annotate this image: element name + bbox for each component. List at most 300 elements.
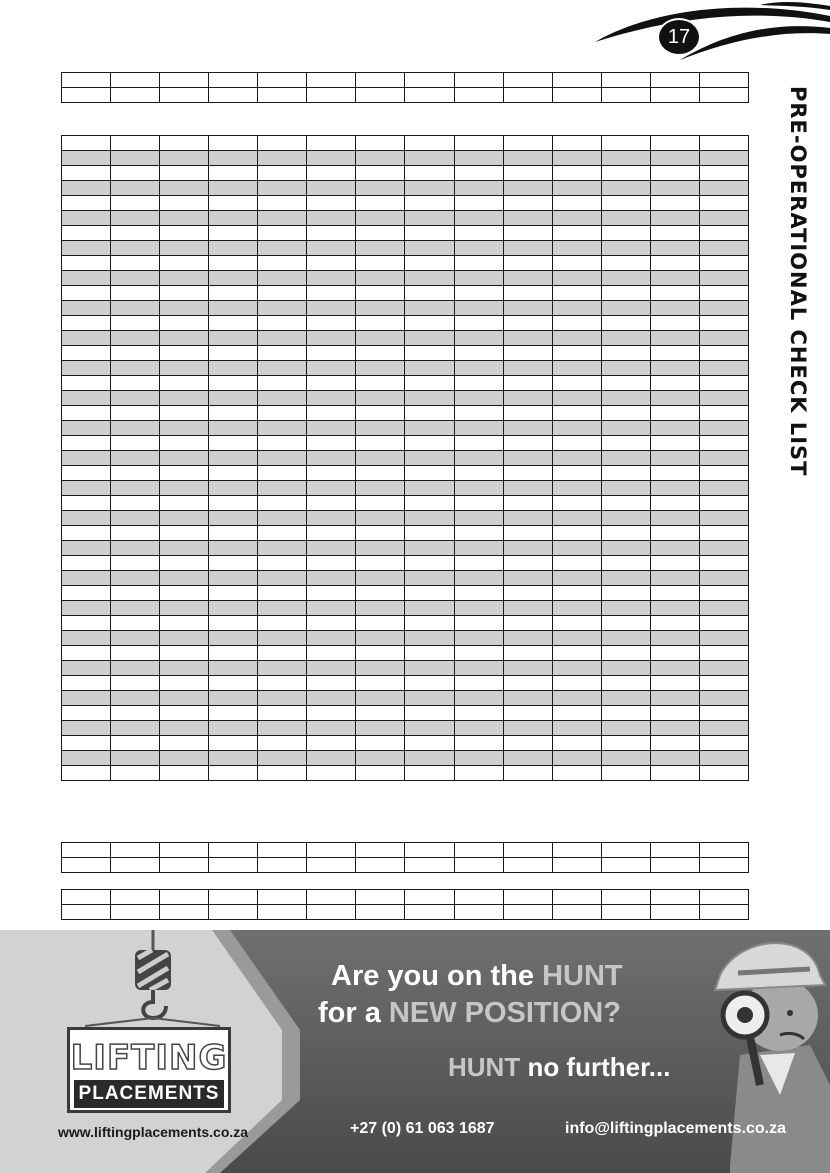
table-cell	[552, 661, 601, 676]
table-cell	[650, 843, 699, 858]
table-cell	[650, 736, 699, 751]
table-cell	[405, 256, 454, 271]
table-cell	[405, 361, 454, 376]
ad-headline-line1	[331, 960, 671, 993]
table-cell	[405, 858, 454, 873]
table-cell	[258, 88, 307, 103]
table-cell	[258, 676, 307, 691]
table-cell	[454, 571, 503, 586]
table-cell	[307, 601, 356, 616]
table-cell	[552, 541, 601, 556]
table-cell	[503, 511, 552, 526]
table-cell	[405, 151, 454, 166]
table-cell	[258, 616, 307, 631]
table-cell	[650, 166, 699, 181]
table-cell	[258, 721, 307, 736]
table-cell	[405, 436, 454, 451]
table-cell	[601, 196, 650, 211]
table-cell	[356, 286, 405, 301]
table-cell	[405, 661, 454, 676]
table-cell	[62, 481, 111, 496]
table-cell	[454, 166, 503, 181]
table-cell	[503, 316, 552, 331]
table-cell	[552, 421, 601, 436]
table-cell	[454, 436, 503, 451]
table-cell	[650, 616, 699, 631]
table-cell	[160, 616, 209, 631]
table-cell	[454, 706, 503, 721]
table-cell	[552, 196, 601, 211]
table-cell	[209, 451, 258, 466]
table-cell	[405, 166, 454, 181]
table-cell	[111, 211, 160, 226]
table-cell	[405, 706, 454, 721]
table-cell	[601, 481, 650, 496]
table-cell	[552, 858, 601, 873]
table-cell	[552, 436, 601, 451]
table-cell	[111, 721, 160, 736]
table-cell	[160, 241, 209, 256]
table-cell	[356, 391, 405, 406]
table-cell	[699, 376, 748, 391]
table-cell	[454, 361, 503, 376]
checklist-footer-table-2	[61, 889, 749, 920]
table-cell	[111, 88, 160, 103]
table-cell	[160, 346, 209, 361]
table-cell	[307, 436, 356, 451]
table-cell	[503, 451, 552, 466]
table-cell	[307, 316, 356, 331]
table-cell	[552, 706, 601, 721]
table-cell	[258, 151, 307, 166]
table-cell	[356, 376, 405, 391]
table-cell	[209, 331, 258, 346]
table-cell	[356, 88, 405, 103]
table-cell	[601, 858, 650, 873]
table-cell	[62, 241, 111, 256]
table-cell	[650, 766, 699, 781]
table-cell	[552, 376, 601, 391]
table-cell	[552, 451, 601, 466]
table-cell	[699, 511, 748, 526]
table-cell	[405, 736, 454, 751]
table-cell	[111, 481, 160, 496]
table-row	[62, 890, 749, 905]
table-cell	[111, 496, 160, 511]
table-cell	[356, 556, 405, 571]
table-cell	[258, 601, 307, 616]
table-cell	[62, 890, 111, 905]
table-cell	[209, 256, 258, 271]
table-cell	[160, 526, 209, 541]
table-cell	[160, 601, 209, 616]
table-cell	[209, 211, 258, 226]
ad-headline-line1-text: Are you on the	[331, 960, 543, 992]
table-cell	[405, 751, 454, 766]
table-cell	[552, 721, 601, 736]
table-cell	[62, 511, 111, 526]
table-cell	[160, 541, 209, 556]
table-cell	[405, 526, 454, 541]
logo-line1: LIFTING	[70, 1038, 228, 1078]
table-cell	[650, 905, 699, 920]
ad-headline-line1-highlight: HUNT	[542, 960, 623, 992]
table-cell	[160, 496, 209, 511]
phone-number[interactable]: +27 (0) 61 063 1687	[350, 1120, 495, 1137]
table-cell	[160, 286, 209, 301]
table-cell	[356, 136, 405, 151]
table-cell	[209, 196, 258, 211]
table-cell	[503, 691, 552, 706]
table-cell	[356, 706, 405, 721]
table-cell	[62, 88, 111, 103]
table-cell	[62, 616, 111, 631]
ad-tagline-text: no further...	[520, 1052, 671, 1082]
table-cell	[111, 706, 160, 721]
table-cell	[503, 271, 552, 286]
table-cell	[601, 676, 650, 691]
table-cell	[405, 286, 454, 301]
website-link[interactable]: www.liftingplacements.co.za	[58, 1124, 249, 1140]
table-cell	[601, 843, 650, 858]
table-cell	[405, 843, 454, 858]
table-cell	[160, 736, 209, 751]
table-row	[62, 556, 749, 571]
table-cell	[454, 466, 503, 481]
table-cell	[552, 676, 601, 691]
table-cell	[209, 301, 258, 316]
table-cell	[650, 706, 699, 721]
table-cell	[160, 301, 209, 316]
table-cell	[503, 136, 552, 151]
table-cell	[258, 511, 307, 526]
table-cell	[160, 481, 209, 496]
table-cell	[111, 556, 160, 571]
table-cell	[503, 721, 552, 736]
table-cell	[307, 301, 356, 316]
table-cell	[503, 556, 552, 571]
table-cell	[160, 271, 209, 286]
table-cell	[307, 556, 356, 571]
table-row	[62, 451, 749, 466]
table-cell	[209, 241, 258, 256]
table-cell	[405, 316, 454, 331]
table-row	[62, 736, 749, 751]
table-cell	[307, 890, 356, 905]
table-cell	[405, 73, 454, 88]
table-cell	[405, 211, 454, 226]
table-cell	[503, 661, 552, 676]
table-cell	[307, 406, 356, 421]
table-cell	[405, 481, 454, 496]
table-cell	[209, 843, 258, 858]
table-cell	[111, 646, 160, 661]
table-cell	[405, 391, 454, 406]
table-cell	[62, 256, 111, 271]
table-cell	[601, 406, 650, 421]
table-cell	[503, 361, 552, 376]
table-cell	[503, 256, 552, 271]
table-cell	[209, 706, 258, 721]
table-cell	[111, 286, 160, 301]
table-cell	[209, 421, 258, 436]
table-cell	[209, 676, 258, 691]
table-cell	[454, 376, 503, 391]
table-cell	[454, 211, 503, 226]
table-cell	[601, 241, 650, 256]
ad-headline-line2	[318, 997, 658, 1030]
table-cell	[601, 766, 650, 781]
table-cell	[160, 421, 209, 436]
table-cell	[160, 646, 209, 661]
table-cell	[307, 661, 356, 676]
table-cell	[160, 436, 209, 451]
table-cell	[650, 481, 699, 496]
table-cell	[601, 271, 650, 286]
table-cell	[356, 661, 405, 676]
table-row	[62, 905, 749, 920]
table-cell	[62, 691, 111, 706]
table-cell	[699, 541, 748, 556]
table-row	[62, 316, 749, 331]
table-row	[62, 586, 749, 601]
table-cell	[601, 736, 650, 751]
table-cell	[405, 451, 454, 466]
table-cell	[111, 256, 160, 271]
table-cell	[258, 691, 307, 706]
table-cell	[552, 466, 601, 481]
table-cell	[503, 766, 552, 781]
table-cell	[503, 196, 552, 211]
table-cell	[405, 511, 454, 526]
table-cell	[601, 526, 650, 541]
table-cell	[356, 541, 405, 556]
table-cell	[552, 556, 601, 571]
table-cell	[405, 271, 454, 286]
table-cell	[160, 451, 209, 466]
table-row	[62, 151, 749, 166]
table-cell	[160, 691, 209, 706]
table-cell	[356, 181, 405, 196]
table-cell	[209, 556, 258, 571]
table-cell	[552, 346, 601, 361]
table-cell	[552, 481, 601, 496]
table-cell	[111, 526, 160, 541]
table-cell	[62, 331, 111, 346]
table-row	[62, 136, 749, 151]
table-cell	[62, 646, 111, 661]
table-row	[62, 436, 749, 451]
table-cell	[62, 858, 111, 873]
table-cell	[111, 391, 160, 406]
table-cell	[601, 436, 650, 451]
table-cell	[405, 406, 454, 421]
table-cell	[454, 73, 503, 88]
table-cell	[111, 406, 160, 421]
table-cell	[405, 196, 454, 211]
table-row	[62, 301, 749, 316]
table-cell	[356, 211, 405, 226]
table-cell	[356, 843, 405, 858]
table-cell	[160, 73, 209, 88]
table-row	[62, 511, 749, 526]
table-cell	[62, 136, 111, 151]
table-cell	[258, 706, 307, 721]
table-cell	[699, 766, 748, 781]
table-cell	[650, 890, 699, 905]
table-cell	[356, 166, 405, 181]
table-cell	[209, 151, 258, 166]
table-cell	[209, 226, 258, 241]
table-cell	[209, 73, 258, 88]
table-cell	[160, 406, 209, 421]
table-cell	[552, 646, 601, 661]
table-cell	[62, 843, 111, 858]
table-cell	[209, 406, 258, 421]
table-cell	[503, 586, 552, 601]
table-cell	[160, 361, 209, 376]
table-row	[62, 286, 749, 301]
table-cell	[405, 631, 454, 646]
table-cell	[160, 511, 209, 526]
table-cell	[307, 421, 356, 436]
table-cell	[307, 706, 356, 721]
table-cell	[62, 601, 111, 616]
table-cell	[356, 346, 405, 361]
table-cell	[209, 391, 258, 406]
table-cell	[160, 331, 209, 346]
table-cell	[601, 601, 650, 616]
table-cell	[503, 481, 552, 496]
table-cell	[307, 88, 356, 103]
table-cell	[503, 858, 552, 873]
table-cell	[650, 676, 699, 691]
table-cell	[258, 316, 307, 331]
table-cell	[405, 691, 454, 706]
table-cell	[650, 376, 699, 391]
table-cell	[160, 661, 209, 676]
table-cell	[650, 286, 699, 301]
table-cell	[209, 691, 258, 706]
table-cell	[62, 376, 111, 391]
table-cell	[356, 361, 405, 376]
table-cell	[650, 601, 699, 616]
table-cell	[405, 556, 454, 571]
table-cell	[111, 766, 160, 781]
table-cell	[356, 73, 405, 88]
table-cell	[111, 631, 160, 646]
table-cell	[405, 905, 454, 920]
table-cell	[160, 751, 209, 766]
table-cell	[258, 331, 307, 346]
table-cell	[601, 905, 650, 920]
table-cell	[454, 256, 503, 271]
table-cell	[552, 73, 601, 88]
table-cell	[699, 241, 748, 256]
table-cell	[601, 226, 650, 241]
table-cell	[552, 256, 601, 271]
table-cell	[258, 571, 307, 586]
table-cell	[405, 376, 454, 391]
table-cell	[62, 73, 111, 88]
table-cell	[650, 721, 699, 736]
page-title-text: PRE-OPERATIONAL CHECK LIST	[786, 86, 810, 477]
table-cell	[111, 601, 160, 616]
table-cell	[552, 361, 601, 376]
table-cell	[699, 406, 748, 421]
table-cell	[454, 843, 503, 858]
table-cell	[160, 166, 209, 181]
table-cell	[111, 421, 160, 436]
table-cell	[160, 316, 209, 331]
table-cell	[503, 496, 552, 511]
table-cell	[601, 361, 650, 376]
table-cell	[699, 526, 748, 541]
table-row	[62, 571, 749, 586]
table-cell	[503, 241, 552, 256]
table-cell	[356, 751, 405, 766]
table-cell	[503, 166, 552, 181]
table-cell	[160, 676, 209, 691]
table-cell	[650, 346, 699, 361]
table-cell	[307, 631, 356, 646]
table-cell	[258, 905, 307, 920]
table-row	[62, 421, 749, 436]
table-cell	[62, 436, 111, 451]
ad-headline-line2-text: for a	[318, 997, 389, 1029]
table-cell	[454, 481, 503, 496]
table-cell	[356, 436, 405, 451]
table-cell	[699, 586, 748, 601]
table-cell	[160, 556, 209, 571]
table-cell	[160, 88, 209, 103]
table-cell	[503, 346, 552, 361]
table-cell	[650, 466, 699, 481]
table-cell	[503, 376, 552, 391]
table-cell	[356, 571, 405, 586]
table-row	[62, 181, 749, 196]
table-row	[62, 541, 749, 556]
table-cell	[601, 556, 650, 571]
table-cell	[699, 616, 748, 631]
table-cell	[699, 286, 748, 301]
table-cell	[699, 136, 748, 151]
table-cell	[209, 721, 258, 736]
table-cell	[356, 331, 405, 346]
table-cell	[62, 736, 111, 751]
table-cell	[209, 361, 258, 376]
table-cell	[650, 301, 699, 316]
table-cell	[552, 301, 601, 316]
table-cell	[307, 676, 356, 691]
table-cell	[160, 890, 209, 905]
table-cell	[356, 616, 405, 631]
table-cell	[62, 226, 111, 241]
table-cell	[160, 256, 209, 271]
table-cell	[503, 646, 552, 661]
table-cell	[699, 88, 748, 103]
table-cell	[356, 301, 405, 316]
table-cell	[307, 466, 356, 481]
table-row	[62, 271, 749, 286]
table-cell	[454, 751, 503, 766]
email-link[interactable]: info@liftingplacements.co.za	[565, 1120, 786, 1137]
table-cell	[601, 511, 650, 526]
table-cell	[160, 721, 209, 736]
table-cell	[258, 73, 307, 88]
table-row	[62, 706, 749, 721]
table-cell	[601, 136, 650, 151]
